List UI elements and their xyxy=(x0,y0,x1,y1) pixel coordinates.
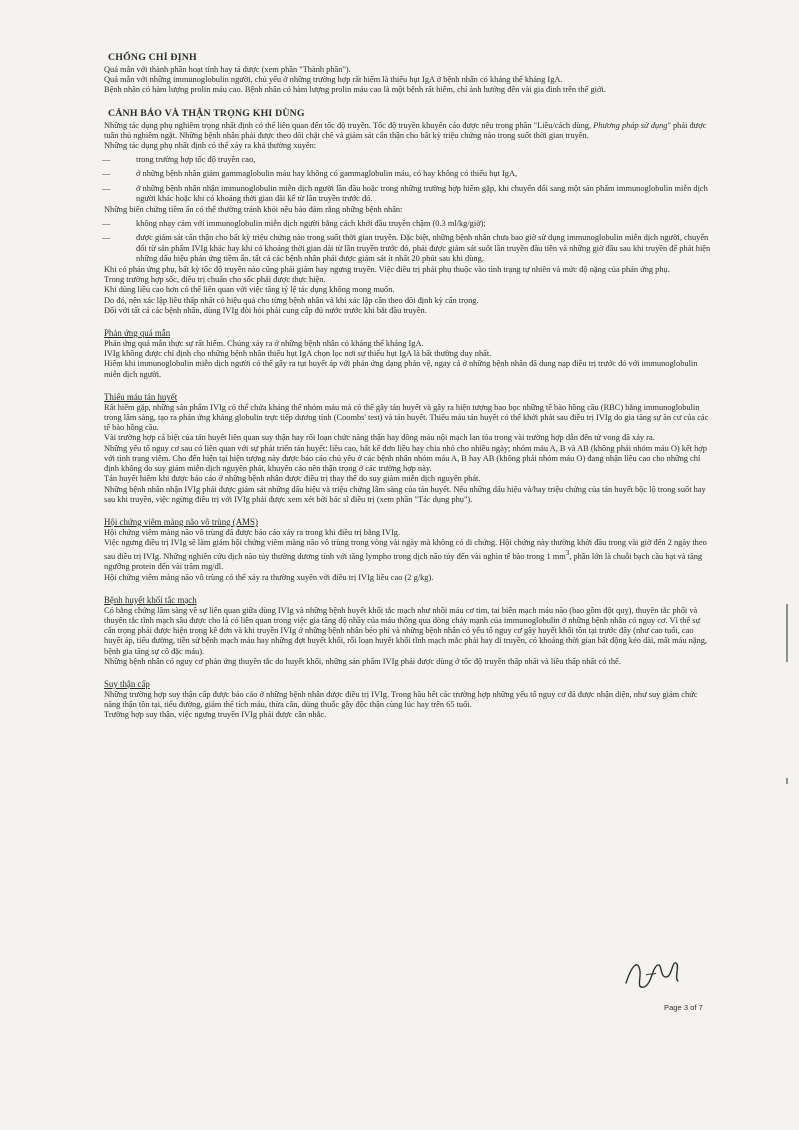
thromboembolism-line: Những bệnh nhân có nguy cơ phản ứng thuyên tắc do huyết khối, những sản phẩm IVIg phải được dùng ở tốc độ truyền thấp nhất và liều thấp nhất có thể. xyxy=(104,656,621,666)
scan-edge-mark xyxy=(786,778,788,784)
warnings-paragraph: Khi dùng liều cao hơn có thể liên quan với việc tăng tỷ lệ tác dụng không mong muốn. xyxy=(104,285,395,295)
avoid-item xyxy=(104,219,712,229)
scan-edge-mark xyxy=(786,604,788,662)
hypersensitivity-line: Hiếm khi immunoglobulin miễn dịch người có thể gây ra tụt huyết áp với phản ứng dạng phản vệ, ngay cả ở những bệnh nhân đã dung nạp điều trị trước đó với immunoglobulin miễn dịch người. xyxy=(104,359,698,379)
ams-text: , phần lớn là chuỗi bạch cầu hạt và tăng ngưỡng protein đến vài trăm mg/dl. xyxy=(104,552,703,572)
dash-bullet: — xyxy=(102,169,111,179)
dash-bullet: — xyxy=(102,233,111,243)
ams-line: Hội chứng viêm màng não vô trùng có thể xảy ra thường xuyên với điều trị IVIg liều cao (2 g/kg). xyxy=(104,572,434,582)
hemolytic-anemia-heading: Thiếu máu tán huyết xyxy=(104,391,178,402)
frequent-item-text: ở những bệnh nhân giảm gammaglobulin máu hay không có gammaglobulin máu, có hay không có thiếu hụt IgA, xyxy=(136,169,518,179)
thromboembolism-section xyxy=(104,595,712,667)
thromboembolism-line: Có bằng chứng lâm sàng về sự liên quan giữa dùng IVIg và những bệnh huyết khối tắc mạch như nhồi máu cơ tim, tai biến mạch máu não (bao gồm đột quỵ), thuyên tắc phổi và thuyên tắc tĩnh mạch sâu được cho là có liên quan trong việc gia tăng độ nhầy của máu thông qua dòng chảy mạnh của immunoglobulin ở những bệnh nhân có nguy cơ. Vì thế sự cẩn trọng phải được hiện trong kê đơn và khi truyền IVIg ở những bệnh nhân béo phì và những bệnh nhân có yếu tố nguy cơ gây huyết khối tồn tại trước đây (như cao tuổi, cao huyết áp, tiểu đường, tiền sử bệnh mạch máu hay những đợt huyết khối, rối loạn huyết khối tĩnh mạch mắc phải hay di truyền, có khoảng thời gian bất động kéo dài, mất máu nặng, bệnh gia tăng sự cô đặc máu). xyxy=(104,605,708,656)
hemolytic-anemia-section xyxy=(104,392,712,505)
contraindications-heading: CHỐNG CHỈ ĐỊNH xyxy=(108,52,197,63)
hypersensitivity-section xyxy=(104,328,712,380)
hemolytic-line: Những yếu tố nguy cơ sau có liên quan với sự phát triển tán huyết: liều cao, bất kể đơn liều hay chia nhỏ cho nhiều ngày; nhóm máu A, B và AB (không phải nhóm máu O) kết hợp với tình trạng viêm. Cho đến hiện tại hiện tượng này được báo cáo chủ yếu ở các bệnh nhân nhóm máu A, B hay AB (không phải nhóm máu O) đang nhận liều cao cho những chỉ định không do suy giảm miễn dịch nguyên phát, khuyến cáo nên thận trọng ở các trường hợp này. xyxy=(104,443,707,474)
dash-bullet: — xyxy=(102,183,111,193)
acute-renal-failure-section xyxy=(104,679,712,721)
ams-line: Hội chứng viêm màng não vô trùng đã được báo cáo xảy ra trong khi điều trị bằng IVIg. xyxy=(104,527,401,537)
ams-section xyxy=(104,517,712,583)
warnings-intro-text: Những tác dụng phụ nghiêm trọng nhất định có thể liên quan đến tốc độ truyền. Tốc độ truyền khuyến cáo được nêu trong phần "Liều/cách dùng, xyxy=(104,120,594,130)
frequent-item xyxy=(104,184,712,204)
warnings-paragraph: Do đó, nên xác lập liều thấp nhất có hiệu quả cho từng bệnh nhân và khi xác lập cần theo dõi định kỳ cẩn trọng. xyxy=(104,295,479,305)
hemolytic-line: Những bệnh nhân nhận IVIg phải được giám sát những dấu hiệu và triệu chứng lâm sàng của tán huyết. Nếu những dấu hiệu và/hay triệu chứng của tán huyết bộc lộ trong suốt hay sau khi truyền, việc ngừng điều trị với IVIg phải được xem xét bởi bác sĩ điều trị (xem phần "Tác dụng phụ"). xyxy=(104,484,706,504)
ams-line xyxy=(104,538,712,572)
hypersensitivity-heading: Phản ứng quá mẫn xyxy=(104,328,171,339)
frequent-item xyxy=(104,169,712,179)
warnings-intro xyxy=(104,121,712,141)
dosage-method-reference: Phương pháp sử dụng xyxy=(593,120,668,130)
warnings-paragraph: Đối với tất cả các bệnh nhân, dùng IVIg đòi hỏi phải cung cấp đủ nước trước khi bắt đầu truyền. xyxy=(104,305,427,315)
renal-line: Trường hợp suy thận, việc ngưng truyền IVIg phải được cân nhắc. xyxy=(104,710,327,720)
avoid-complications-intro: Những biến chứng tiềm ẩn có thể thường tránh khỏi nếu bảo đảm rằng những bệnh nhân: xyxy=(104,205,403,215)
signature-mark xyxy=(622,953,684,995)
hypersensitivity-line: Phản ứng quá mẫn thực sự rất hiếm. Chúng xảy ra ở những bệnh nhân có kháng thể kháng IgA. xyxy=(104,339,424,349)
hemolytic-line: Tán huyết hiếm khi được báo cáo ở những bệnh nhân được điều trị thay thế do suy giảm miễn dịch nguyên phát. xyxy=(104,474,481,484)
hemolytic-line: Vài trường hợp cá biệt của tán huyết liên quan suy thận hay rối loạn chức năng thận hay đông máu nội mạch lan tỏa trong vài trường hợp dẫn đến tử vong đã xảy ra. xyxy=(104,433,655,443)
acute-renal-failure-heading: Suy thận cấp xyxy=(104,678,150,689)
warnings-paragraph: Khi có phản ứng phụ, bất kỳ tốc độ truyền nào cũng phải giảm hay ngưng truyền. Việc điều trị phải phụ thuộc vào tình trạng tự nhiên và mức độ nặng của phản ứng phụ. xyxy=(104,265,670,275)
warnings-paragraph: Trong trường hợp sốc, điều trị chuẩn cho sốc phải được thực hiện. xyxy=(104,275,326,285)
thromboembolism-heading: Bệnh huyết khối tắc mạch xyxy=(104,594,197,605)
warnings-heading: CẢNH BÁO VÀ THẬN TRỌNG KHI DÙNG xyxy=(108,107,305,119)
dash-bullet: — xyxy=(102,219,111,229)
avoid-item xyxy=(104,233,712,264)
document-body xyxy=(104,52,712,721)
avoid-item-text: được giám sát cẩn thận cho bất kỳ triệu chứng nào trong suốt thời gian truyền. Đặc biệt, những bệnh nhân chưa bao giờ sử dụng immunoglobulin miễn dịch người, chuyển đổi từ sản phẩm IVIg khác hay khi có khoảng thời gian dài từ lần truyền trước đó, phải được giám sát suốt lần truyền đầu tiên và những giờ đầu sau khi truyền để phát hiện những dấu hiệu phản ứng tiềm ẩn. tất cả các bệnh nhân phải được giám sát ít nhất 20 phút sau khi dùng. xyxy=(136,233,711,263)
frequent-item-text: ở những bệnh nhân nhận immunoglobulin miễn dịch người lần đầu hoặc trong những trường hợp hiếm gặp, khi chuyển đổi sang một sản phẩm immunoglobulin miễn dịch người khác hoặc khi có khoảng thời gian dài kể từ lần truyền trước đó. xyxy=(136,183,708,203)
warnings-intro-text: " phải được tuân thủ nghiêm ngặt. Những bệnh nhân phải được theo dõi chặt chẽ và giám sát cẩn thận cho bất kỳ triệu chứng nào trong suốt thời gian truyền. xyxy=(104,120,707,140)
avoid-item-text: không nhạy cảm với immunoglobulin miễn dịch người bằng cách khởi đầu truyền chậm (0.3 ml/kg/giờ); xyxy=(136,219,486,229)
contraindication-line: Quá mẫn với những immunoglobulin người, chủ yếu ở những trường hợp rất hiếm là thiếu hụt IgA ở bệnh nhân có kháng thể kháng IgA. xyxy=(104,75,563,85)
contraindications-section xyxy=(104,52,712,96)
dash-bullet: — xyxy=(102,155,111,165)
ams-superscript: 3 xyxy=(565,549,570,558)
warnings-section xyxy=(104,108,712,316)
frequent-item xyxy=(104,155,712,165)
ams-heading: Hội chứng viêm màng não vô trùng (AMS) xyxy=(104,516,258,527)
renal-line: Những trường hợp suy thận cấp được báo cáo ở những bệnh nhân được điều trị IVIg. Trong hầu hết các trường hợp những yếu tố nguy cơ đã được nhận diện, như suy giảm chức năng thận tồn tại, tiểu đường, giảm thể tích máu, thừa cân, dùng thuốc gây độc thận cùng lúc hay trên 65 tuổi. xyxy=(104,689,698,710)
frequent-item-text: trong trường hợp tốc độ truyền cao, xyxy=(136,155,256,165)
page-number: Page 3 of 7 xyxy=(664,1003,703,1012)
frequent-side-effects-intro: Những tác dụng phụ nhất định có thể xảy ra khá thường xuyên: xyxy=(104,141,317,151)
ams-text: Việc ngưng điều trị IVIg sẽ làm giảm hội chứng viêm màng não vô trùng trong vòng vài ngày mà không có di chứng. Hội chứng này thường khởi đầu trong vài giờ đến 2 ngày theo sau điều trị IVIg. Những nghiên cứu dịch não tủy thường dương tính với tăng lympho trong dịch não tủy đến vài nghìn tế bào trong 1 mm xyxy=(104,538,707,562)
contraindication-line: Quá mẫn với thành phần hoạt tính hay tá dược (xem phần "Thành phần"). xyxy=(104,65,351,74)
hypersensitivity-line: IVIg không được chỉ định cho những bệnh nhân thiếu hụt IgA chọn lọc nơi sự thiếu hụt IgA là bất thường duy nhất. xyxy=(104,349,492,359)
hemolytic-line: Rất hiếm gặp, những sản phẩm IVIg có thể chứa kháng thể nhóm máu mà có thể gây tán huyết và gây ra hiện tượng bao bọc những tế bào hồng cầu (RBC) bằng immunoglobulin trong lâm sàng, tạo ra phản ứng kháng globulin trực tiếp dương tính (Coombs' test) và tán huyết. Thiếu máu tán huyết có thể khởi phát sau điều trị IVIg do gia tăng sự ăn cư của các tế bào hồng cầu. xyxy=(104,402,709,433)
contraindication-line: Bệnh nhân có hàm lượng prolin máu cao. Bệnh nhân có hàm lượng prolin máu cao là một bệnh rất hiếm, chỉ ảnh hưởng đến vài gia đình trên thế giới. xyxy=(104,85,606,95)
